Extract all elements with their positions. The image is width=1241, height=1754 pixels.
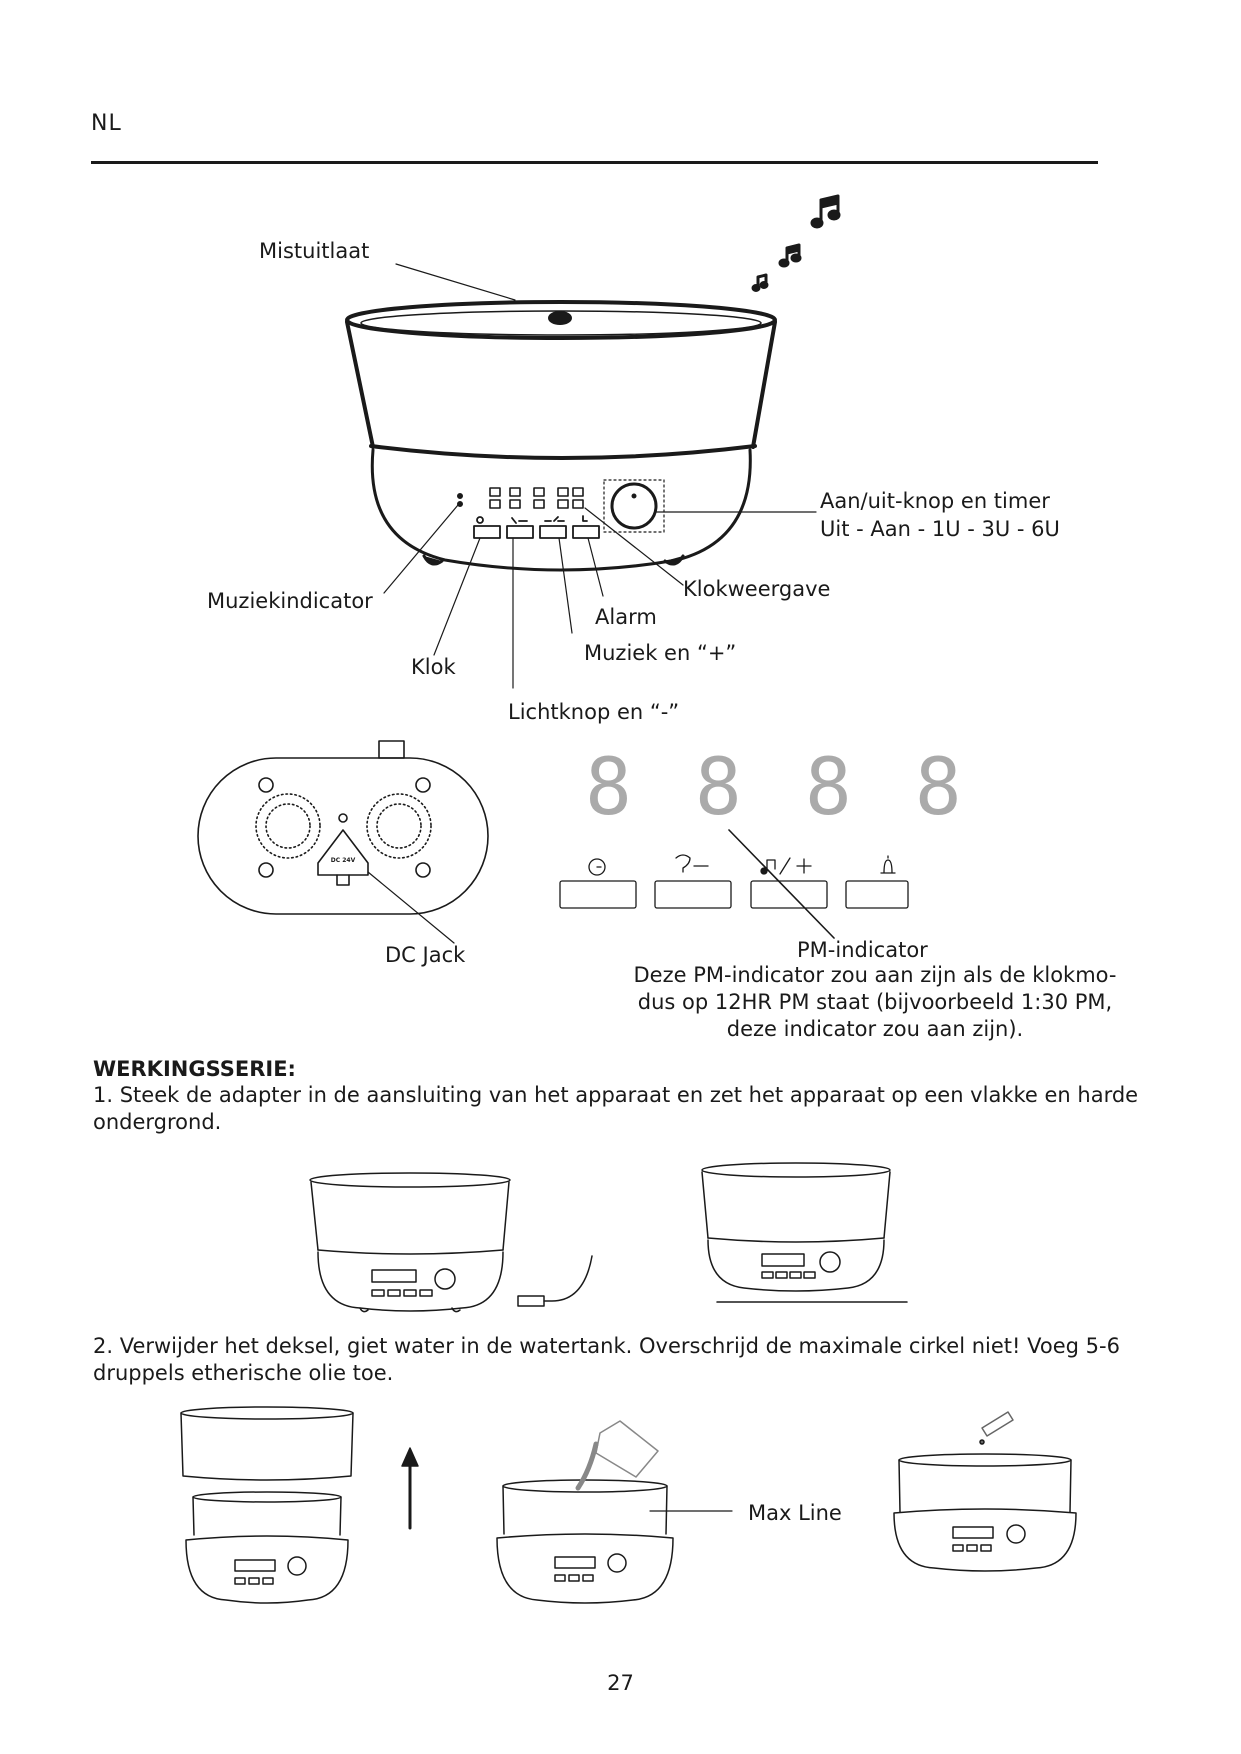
pm-description-line: Deze PM-indicator zou aan zijn als de klokmo-	[633, 963, 1117, 987]
language-code: NL	[91, 111, 122, 136]
operations-heading: WERKINGSSERIE:	[93, 1057, 296, 1081]
pm-description-line: dus op 12HR PM staat (bijvoorbeeld 1:30 PM,	[637, 990, 1113, 1014]
label-clock-display: Klokweergave	[683, 577, 831, 601]
step1-illustration-placed	[702, 1163, 907, 1302]
operation-step-2: 2. Verwijder het deksel, giet water in de watertank. Overschrijd de maximale cirkel niet! Voeg 5-6 druppels etherische olie toe.	[93, 1334, 1120, 1385]
pm-description-line: deze indicator zou aan zijn).	[726, 1017, 1024, 1041]
clock-display-digits: 8 8 8 8	[585, 743, 970, 833]
dc-jack-marking: DC 24V	[330, 857, 356, 864]
label-music-plus: Muziek en “+”	[584, 641, 737, 665]
display-closeup	[560, 830, 908, 938]
step2-illustration-oil	[894, 1412, 1076, 1571]
label-dc-jack: DC Jack	[385, 943, 466, 967]
diffuser-back-view	[198, 741, 488, 943]
label-alarm: Alarm	[595, 605, 657, 629]
label-clock: Klok	[411, 655, 456, 679]
step2-illustration-pour	[497, 1421, 732, 1603]
pm-indicator-description	[585, 962, 1165, 1043]
label-power-timer: Aan/uit-knop en timer	[820, 489, 1050, 513]
label-pm-indicator: PM-indicator	[797, 938, 928, 962]
diffuser-main-drawing	[347, 302, 775, 570]
label-music-indicator: Muziekindicator	[207, 589, 373, 613]
music-notes-icon	[753, 196, 839, 291]
label-mist-outlet: Mistuitlaat	[259, 239, 370, 263]
label-timer-modes: Uit - Aan - 1U - 3U - 6U	[820, 517, 1060, 541]
label-light-minus: Lichtknop en “-”	[508, 700, 680, 724]
page-number: 27	[607, 1671, 634, 1695]
operation-step-1: 1. Steek de adapter in de aansluiting van het apparaat en zet het apparaat op een vlakke en harde ondergrond.	[93, 1083, 1139, 1134]
step1-illustration-plug	[310, 1173, 592, 1312]
step2-illustration-remove-lid	[181, 1407, 418, 1603]
label-max-line: Max Line	[748, 1501, 842, 1525]
